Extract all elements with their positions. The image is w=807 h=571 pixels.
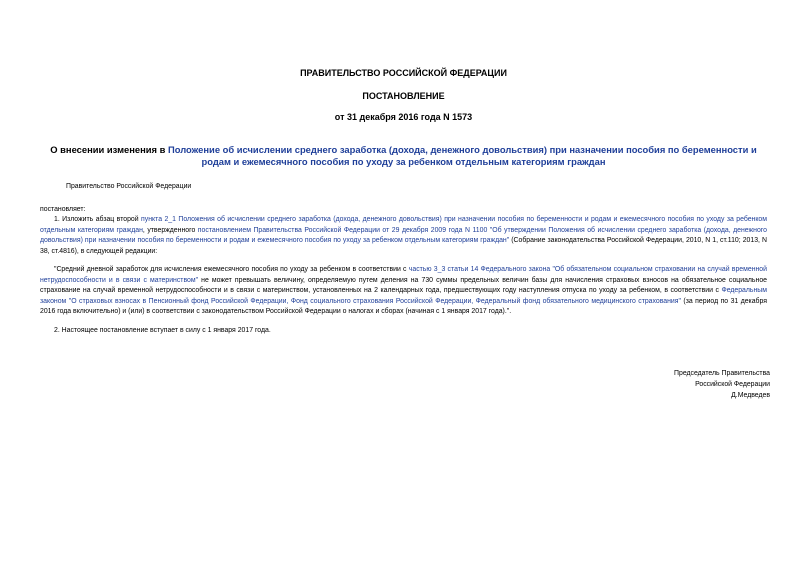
paragraph-item-1: [40, 215, 767, 257]
title-prefix: О внесении изменения в: [50, 144, 168, 155]
item1-resolution-link[interactable]: постановлением Правительства Российской Федерации от 29 декабря 2009 года N 1100 "Об утверждении Положения об исчислении среднего заработка (дохода, денежного довольствия) при назначении пособия по беременности и родам и ежемесячного пособия по уходу за ребенком отдельным категориям граждан": [40, 226, 767, 244]
quote-text-3: (за период по 31 декабря 2016 года включительно) и (или) в соответствии с законодательством Российской Федерации о налогах и сборах (начиная с 1 января 2017 года).".: [40, 297, 767, 315]
quote-federal-law-link[interactable]: Федеральным законом "О страховых взносах в Пенсионный фонд Российской Федерации, Фонд социального страхования Российской Федерации, Федеральный фонд обязательного медицинского страхования": [40, 287, 767, 305]
signature-name: Д.Медведев: [731, 392, 770, 399]
document-date-number: от 31 декабря 2016 года N 1573: [334, 112, 473, 122]
quote-text-2: не может превышать величину, определяемую путем деления на 730 суммы предельных величин базы для начисления страховых взносов на обязательное социальное страхование на случай временной нетрудоспособности и в связи с материнством, установленных на 2 календарных года, предшествующих году наступления отпуска по уходу за ребенком, в соответствии с: [40, 276, 767, 294]
government-line: Правительство Российской Федерации: [66, 183, 192, 190]
item1-clause-link[interactable]: пункта 2_1 Положения об исчислении среднего заработка (дохода, денежного довольствия) при назначении пособия по беременности и родам и ежемесячного пособия по уходу за ребенком отдельным категориям граждан: [40, 216, 767, 234]
quote-law-article-link[interactable]: частью 3_3 статьи 14 Федерального закона "Об обязательном социальном страховании на случай временной нетрудоспособности и в связи с материнством": [40, 266, 767, 284]
paragraph-quote: [40, 265, 767, 318]
document-title: [40, 144, 767, 168]
resolves-line: постановляет:: [40, 206, 86, 213]
item1-text-3: (Собрание законодательства Российской Федерации, 2010, N 1, ст.110; 2013, N 38, ст.4816), в следующей редакции:: [40, 237, 767, 255]
title-regulation-link[interactable]: Положение об исчислении среднего заработка (дохода, денежного довольствия) при назначении пособия по беременности и родам и ежемесячного пособия по уходу за ребенком отдельным категориям граждан: [167, 144, 757, 167]
signature-organization: Российской Федерации: [695, 381, 770, 388]
document-type-heading: ПОСТАНОВЛЕНИЕ: [362, 91, 445, 101]
item1-text-2: , утвержденного: [142, 226, 198, 234]
signature-position: Председатель Правительства: [674, 370, 770, 377]
item1-text-1: 1. Изложить абзац второй: [54, 216, 142, 223]
paragraph-item-2: 2. Настоящее постановление вступает в силу с 1 января 2017 года.: [54, 327, 271, 334]
government-heading: ПРАВИТЕЛЬСТВО РОССИЙСКОЙ ФЕДЕРАЦИИ: [300, 68, 507, 78]
quote-text-1: "Средний дневной заработок для исчисления ежемесячного пособия по уходу за ребенком в соответствии с: [54, 266, 409, 273]
